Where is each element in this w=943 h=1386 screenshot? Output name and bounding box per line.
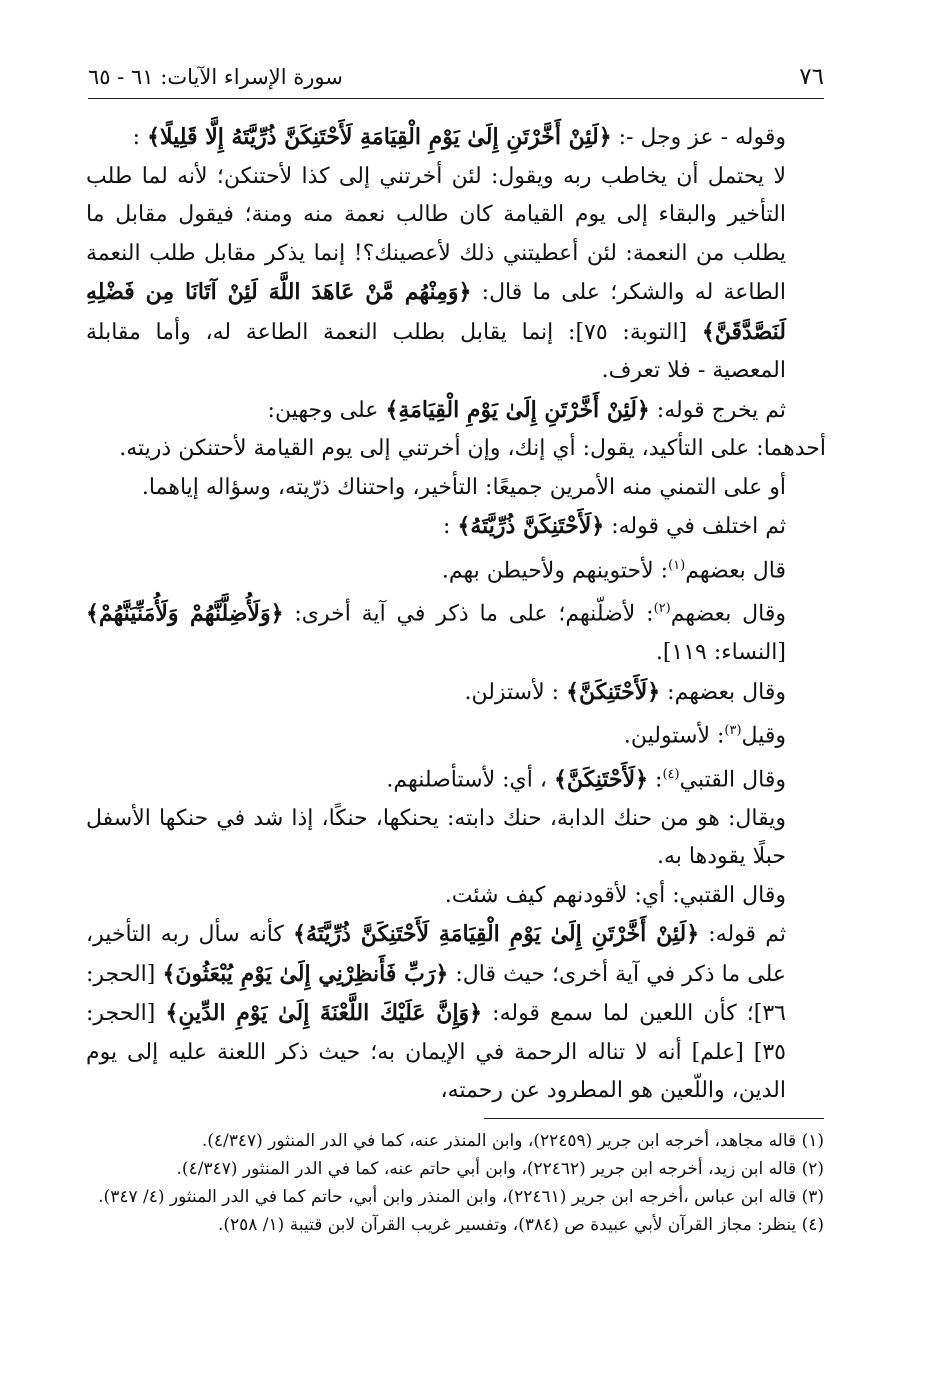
text-run: لا يحتمل أن يخاطب ربه ويقول: لئن أخرتني إلى كذا لأحتنكن؛ لأنه لما طلب التأخير والبقاء إلى يوم القيامة كان طالب نعمة منه ومنة؛ فيقول مقابل ما يطلب من النعمة: لئن أعطيتني ذلك لأعصينك؟! إنما يذكر مقابل طلب النعمة الطاعة له والشكر؛ على ما قال: <box>86 163 786 305</box>
quran-verse: ﴿وَمِنْهُم مَّنْ عَاهَدَ اللَّهَ لَئِنْ آتَانَا مِن فَضْلِهِ لَنَصَّدَّقَنَّ﴾ <box>86 279 786 345</box>
quran-verse: ﴿لَئِنْ أَخَّرْتَنِ إِلَىٰ يَوْمِ الْقِيَامَةِ لَأَحْتَنِكَنَّ ذُرِّيَّتَهُ﴾ <box>293 921 700 948</box>
paragraph <box>86 915 826 1111</box>
paragraph <box>86 712 826 756</box>
footnote-ref[interactable]: (٤) <box>662 766 680 782</box>
main-text <box>86 118 826 1111</box>
text-run: [الحجر: ٣٥] [علم] أنه لا تناله الرحمة في الإيمان به؛ حيث ذكر اللعنة عليه إلى يوم الدين، واللّعين هو المطرود عن رحمته، <box>86 1001 786 1104</box>
text-run: وقال القتبي: أي: لأقودنهم كيف شئت. <box>444 882 786 908</box>
footnote: (١) قاله مجاهد، أخرجه ابن جرير (٢٢٤٥٩)، وابن المنذر عنه، كما في الدر المنثور (٤/٣٤٧). <box>201 1131 824 1151</box>
paragraph <box>86 158 826 391</box>
page-number: ٧٦ <box>799 64 824 90</box>
text-run: على وجهين: <box>267 397 386 423</box>
quran-verse: ﴿وَلَأُضِلَّنَّهُمْ وَلَأُمَنِّيَنَّهُمْ﴾ <box>86 600 284 627</box>
footnote-ref[interactable]: (٣) <box>724 723 742 739</box>
text-run: : <box>648 767 663 793</box>
page-header <box>88 62 824 96</box>
paragraph <box>86 547 826 591</box>
quran-verse: ﴿لَأَحْتَنِكَنَّ﴾ <box>566 678 661 705</box>
footnote-rule <box>484 1118 824 1119</box>
text-run: وقال بعضهم <box>670 601 787 627</box>
text-run: ثم قوله: <box>699 922 787 948</box>
text-run: كأنه سأل ربه التأخير، على ما ذكر في آية أخرى؛ حيث قال: <box>86 922 786 987</box>
footnote-ref[interactable]: (٢) <box>653 601 671 617</box>
text-run: [النساء: ١١٩]. <box>655 640 786 666</box>
text-run: : <box>132 125 148 150</box>
text-run: [التوبة: ٧٥]: إنما يقابل بطلب النعمة الطاعة له، وأما مقابلة المعصية - فلا تعرف. <box>86 319 786 383</box>
paragraph <box>86 469 826 508</box>
paragraph <box>86 118 826 158</box>
text-run: : لأستزلن. <box>464 679 567 705</box>
quran-verse: ﴿لَئِنْ أَخَّرْتَنِ إِلَىٰ يَوْمِ الْقِيَامَةِ لَأَحْتَنِكَنَّ ذُرِّيَّتَهُ إِلَّا قَلِيلًا﴾ <box>147 124 612 150</box>
paragraph <box>86 430 826 469</box>
quran-verse: ﴿رَبِّ فَأَنظِرْنِي إِلَىٰ يَوْمِ يُبْعَثُونَ﴾ <box>162 960 449 987</box>
paragraph <box>86 391 826 431</box>
text-run: وقال القتبي <box>679 767 786 793</box>
quran-verse: ﴿لَأَحْتَنِكَنَّ ذُرِّيَّتَهُ﴾ <box>457 513 605 539</box>
text-run: [الحجر: ٣٦]؛ كأن اللعين لما سمع قوله: <box>86 961 786 1027</box>
paragraph <box>86 756 826 800</box>
text-run: ويقال: هو من حنك الدابة، حنك دابته: يحنكها، حنكًا، إذا شد في حنكها الأسفل حبلًا يقودها به. <box>86 805 786 870</box>
paragraph <box>86 590 826 672</box>
text-run: وقيل <box>741 723 786 749</box>
footnote: (٣) قاله ابن عباس ،أخرجه ابن جرير (٢٢٤٦١)، وابن المنذر وابن أبي، حاتم كما في الدر المنثور (٤/ ٣٤٧). <box>98 1187 824 1207</box>
text-run: ، أي: لأستأصلنهم. <box>386 767 554 793</box>
footnote: (٢) قاله ابن زيد، أخرجه ابن جرير (٢٢٤٦٢)، وابن أبي حاتم عنه، كما في الدر المنثور (٤/٣٤٧). <box>176 1159 824 1179</box>
paragraph <box>86 877 826 916</box>
quran-verse: ﴿لَأَحْتَنِكَنَّ﴾ <box>553 766 649 793</box>
header-rule <box>88 98 824 99</box>
paragraph <box>86 673 826 713</box>
running-title: سورة الإسراء الآيات: ٦١ - ٦٥ <box>88 65 343 89</box>
paragraph <box>86 507 826 547</box>
quran-verse: ﴿لَئِنْ أَخَّرْتَنِ إِلَىٰ يَوْمِ الْقِيَامَةِ﴾ <box>385 396 650 423</box>
text-run: قال بعضهم <box>685 557 786 583</box>
text-run: أو على التمني منه الأمرين جميعًا: التأخير، واحتناك ذرّيته، وسؤاله إياهما. <box>141 474 786 500</box>
text-run: وقال بعضهم: <box>660 679 786 705</box>
text-run: وقوله - عز وجل -: <box>611 125 786 150</box>
quran-verse: ﴿وَإِنَّ عَلَيْكَ اللَّعْنَةَ إِلَىٰ يَوْمِ الدِّينِ﴾ <box>165 1000 483 1027</box>
text-run: : لأستولين. <box>623 723 725 749</box>
text-run: : لأحتوينهم ولأحيطن بهم. <box>441 557 669 583</box>
text-run: : <box>443 514 458 539</box>
paragraph <box>86 800 826 877</box>
text-run: أحدهما: على التأكيد، يقول: أي إنك، وإن أخرتني إلى يوم القيامة لأحتنكن ذريته. <box>119 436 826 461</box>
text-run: ثم اختلف في قوله: <box>604 514 786 539</box>
footnote-ref[interactable]: (١) <box>668 557 686 573</box>
text-run: ثم يخرج قوله: <box>649 397 786 423</box>
text-run: : لأضلّنهم؛ على ما ذكر في آية أخرى: <box>283 601 654 627</box>
footnote: (٤) ينظر: مجاز القرآن لأبي عبيدة ص (٣٨٤)، وتفسير غريب القرآن لابن قتيبة (١/ ٢٥٨). <box>217 1215 824 1235</box>
footnotes <box>86 1128 824 1240</box>
